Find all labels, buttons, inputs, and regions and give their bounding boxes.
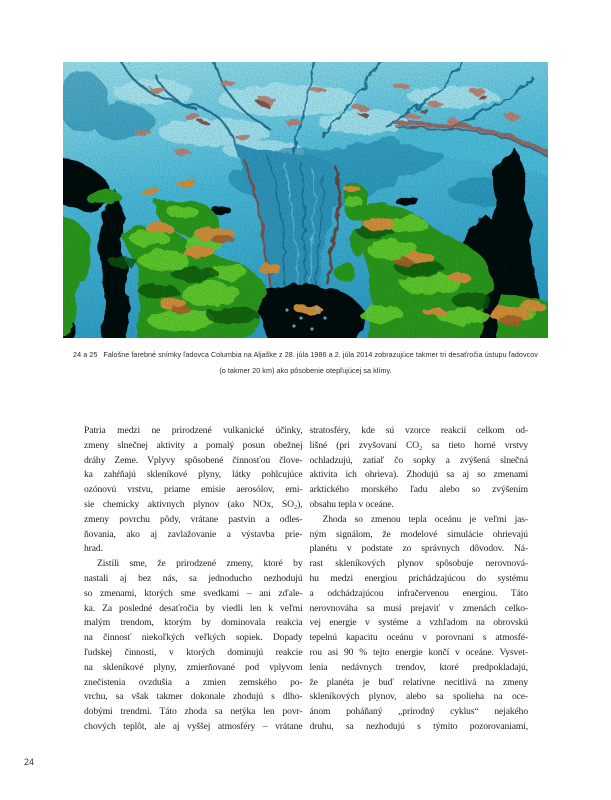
text-line: lenia nedávnych trendov, ktoré predpokladajú,: [309, 661, 528, 673]
figure-photo-columbia-glacier: [63, 62, 548, 338]
caption-figure-numbers: 24 a 25: [73, 350, 98, 359]
text-line: skleníkových plynov, alebo sa spolieha na oce-: [309, 691, 528, 703]
caption-text: Falošne farebné snímky ľadovca Columbia na Aljaške z 28. júla 1986 a 2. júla 2014 zobrazujúce takmer tri desaťročia ústupu ľadovcov: [103, 350, 538, 359]
text-line: vrchu, sa však takmer dokonale zhodujú s dlho-: [84, 691, 303, 703]
text-column-left: [84, 424, 303, 735]
caption-line-1: [63, 347, 548, 363]
text-line: zmeny slnečnej aktivity a pomalý posun obežnej: [84, 439, 303, 451]
text-line: tepelnú kapacitu oceánu v porovnaní s atmosfé-: [309, 632, 528, 644]
text-line: malým trendom, ktorým by dominovala reakcia: [84, 617, 303, 629]
text-line: znečistenia ovzdušia a zmien zemského po-: [84, 676, 303, 688]
text-line: hu medzi energiou prichádzajúcou do systému: [309, 572, 528, 584]
text-line: planétu v podstate zo správnych dôvodov. Ná-: [309, 543, 528, 555]
text-line: so zmenami, ktorých sme svedkami – ani zďale-: [84, 587, 303, 599]
text-line: lišné (pri zvyšovaní CO₂ sa tieto horné vrstvy: [309, 439, 528, 451]
text-line: na činnosť niekoľkých veľkých sopiek. Dopady: [84, 632, 303, 644]
text-line: ochladzujú, zatiaľ čo sopky a zvýšená slnečná: [309, 454, 528, 466]
page-number: 24: [24, 757, 35, 767]
text-line: Zistili sme, že prirodzené zmeny, ktoré by: [97, 558, 303, 570]
body-text: [84, 424, 528, 735]
text-line: ňovania, ako aj zavlažovanie a výstavba prie-: [84, 528, 303, 540]
text-line: rast skleníkových plynov spôsobuje nerovnová-: [309, 558, 528, 570]
image-grain: [63, 62, 548, 338]
text-line: ka. Za posledné desaťročia by viedli len k veľmi: [84, 602, 303, 614]
text-line: ozónovú vrstvu, priame emisie aerosólov, emi-: [84, 484, 303, 496]
text-line: Zhoda so zmenou tepla oceánu je veľmi jas-: [322, 513, 528, 525]
text-line: zmeny povrchu pôdy, vrátane pastvín a odles-: [84, 513, 303, 525]
figure-caption: [63, 347, 548, 379]
text-line: stratosféry, kde sú vzorce reakcií celkom od-: [309, 425, 528, 436]
text-line: hrad.: [84, 543, 103, 555]
text-line: sie chemicky aktívnych plynov (ako NOx, SO₂),: [84, 498, 303, 510]
text-line: na skleníkové plyny, zmierňované pod vplyvom: [84, 661, 303, 673]
text-line: nastali aj bez nás, sa jednoducho nezhodujú: [84, 572, 303, 584]
text-line: aktivita ich ohrieva). Zhodujú sa aj so zmenami: [309, 469, 528, 481]
text-line: že planéta je buď relatívne necitlivá na zmeny: [309, 676, 528, 688]
text-line: ným signálom, že modelové simulácie ohrievajú: [309, 528, 528, 540]
text-line: rou asi 90 % tejto energie končí v oceáne. Vysvet-: [309, 646, 528, 658]
text-column-right: [310, 424, 529, 735]
caption-line-2: (o takmer 20 km) ako pôsobenie otepľujúcej sa klímy.: [219, 366, 392, 375]
text-line: druhu, sa nezhodujú s týmito pozorovaniami,: [309, 720, 528, 732]
text-line: chových teplôt, ale aj vyššej atmosféry – vrátane: [84, 720, 303, 732]
text-line: ka zahŕňajú skleníkové plyny, látky pohlcujúce: [84, 469, 303, 481]
text-line: arktického morského ľadu alebo so zvýšením: [309, 484, 528, 496]
text-line: nerovnováha sa musí prejaviť v zmenách celko-: [309, 602, 528, 614]
text-line: dobými trendmi. Táto zhoda sa netýka len povr-: [84, 706, 303, 718]
text-line: dráhy Zeme. Vplyvy spôsobené činnosťou člove-: [84, 454, 303, 466]
text-line: obsahu tepla v oceáne.: [309, 498, 394, 510]
satellite-image: [63, 62, 548, 338]
text-line: ľudskej činnosti, v ktorých dominujú reakcie: [84, 646, 303, 658]
text-line: ánom poháňaný „prírodný cyklus“ nejakého: [309, 706, 528, 718]
text-line: a odchádzajúcou infračervenou energiou. Táto: [309, 587, 528, 599]
text-line: vej energie v systéme a vzhľadom na obrovskú: [309, 617, 528, 629]
text-line: Patria medzi ne prirodzené vulkanické účinky,: [84, 425, 303, 436]
